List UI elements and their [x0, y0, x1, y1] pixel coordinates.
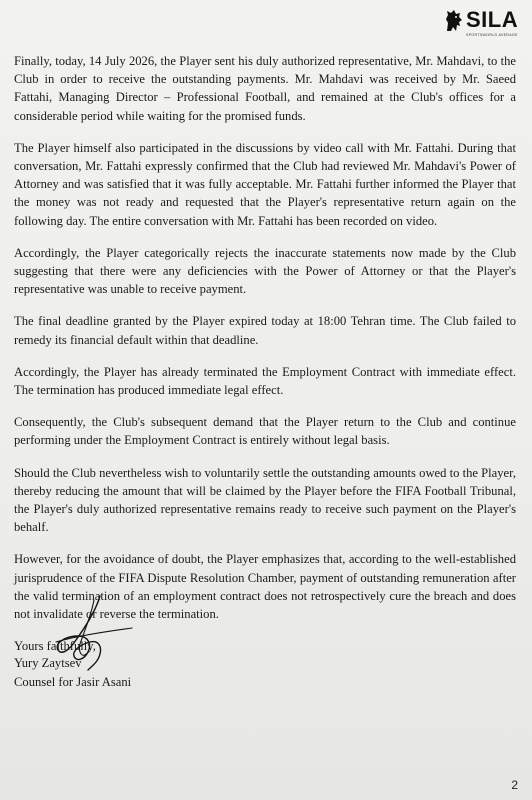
paragraph-deadline: The final deadline granted by the Player expired today at 18:00 Tehran time. The Club failed to remedy its financial default within that deadline.: [14, 314, 516, 347]
paragraph-termination: Accordingly, the Player has already terminated the Employment Contract with immediate effect. The termination has produced immediate legal effect.: [14, 364, 516, 398]
signatory-name: Yury Zaytsev: [14, 656, 82, 670]
logo-wordmark: SILA: [466, 7, 519, 32]
signatory-role: Counsel for Jasir Asani: [14, 675, 132, 689]
closing-salutation: Yours faithfully,: [14, 639, 96, 654]
lion-icon: [444, 9, 464, 33]
letter-body: [14, 52, 516, 655]
paragraph-settlement: Should the Club nevertheless wish to voluntarily settle the outstanding amounts owed to the Player, thereby reducing the amount that will be claimed by the Player before the FIFA Football Tribunal, the Player's duly authorized representative remains ready to receive such payment on the Player's behalf.: [14, 465, 516, 535]
logo-tagline: SPORTSWORLD AVERAGE: [466, 33, 518, 37]
sila-logo: [444, 8, 518, 42]
paragraph-payment-visit: Finally, today, 14 July 2026, the Player sent his duly authorized representative, Mr. Mahdavi, to the Club in order to receive the outstanding payments. Mr. Mahdavi was received by Mr. Saeed Fattahi, Managing Director – Professional Football, and remained at the Club's offices for a considerable period while waiting for the promised funds.: [14, 54, 516, 123]
paragraph-jurisprudence: However, for the avoidance of doubt, the Player emphasizes that, according to the well-established jurisprudence of the FIFA Dispute Resolution Chamber, payment of outstanding remuneration after the valid termination of an employment contract does not retrospectively cure the breach and does not invalidate or reverse the termination.: [14, 552, 516, 622]
page-number: 2: [511, 778, 518, 792]
paragraph-rejection: Accordingly, the Player categorically rejects the inaccurate statements now made by the Club suggesting that there were any deficiencies with the Power of Attorney or that the Player's representative was unable to receive payment.: [14, 245, 516, 297]
paragraph-video-call: The Player himself also participated in the discussions by video call with Mr. Fattahi. During that conversation, Mr. Fattahi expressly confirmed that the Club had reviewed Mr. Mahdavi's Power of Attorney and was satisfied that it was fully acceptable. Mr. Fattahi further informed the Player that the money was not ready and requested that the Player's representative return again on the following day. The entire conversation with Mr. Fattahi has been recorded on video.: [14, 140, 516, 228]
paragraph-no-legal-basis: Consequently, the Club's subsequent demand that the Player return to the Club and continue performing under the Employment Contract is entirely without legal basis.: [14, 415, 516, 448]
